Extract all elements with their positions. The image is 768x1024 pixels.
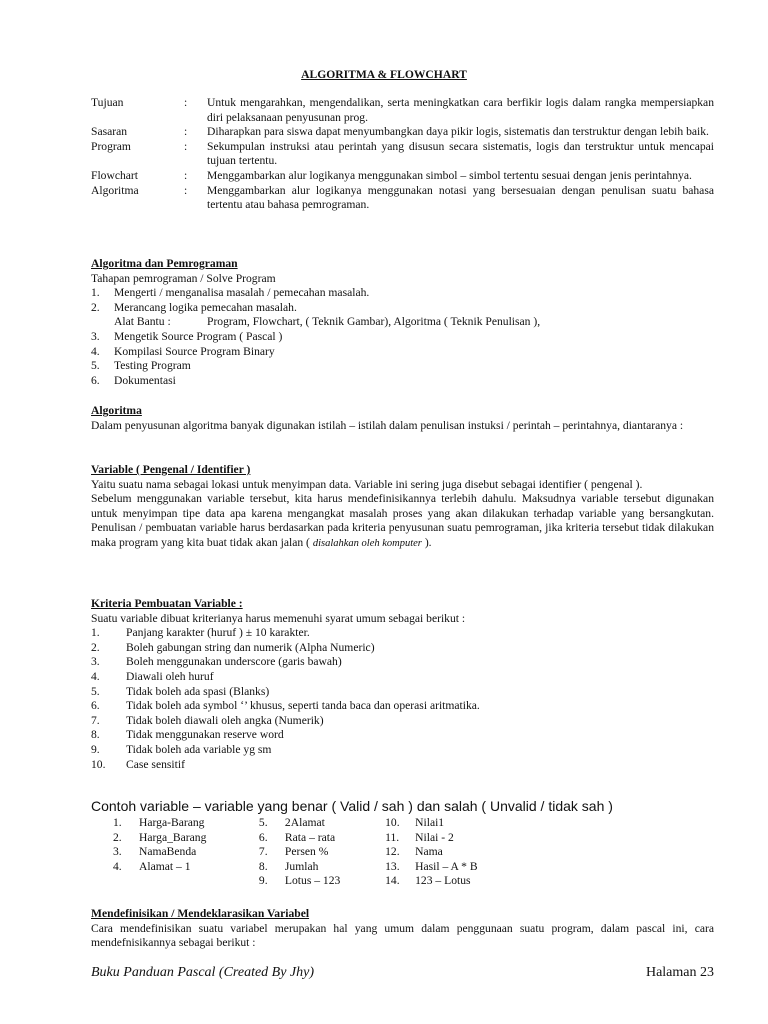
list-number: 3. <box>91 655 100 669</box>
examples-heading: Contoh variable – variable yang benar ( Valid / sah ) dan salah ( Unvalid / tidak sah ) <box>91 798 613 814</box>
list-number: 1. <box>91 286 100 300</box>
section-mendefinisikan <box>91 907 714 951</box>
list-item <box>91 286 714 301</box>
example-text: 2Alamat <box>284 816 325 829</box>
criteria-list <box>91 626 714 772</box>
example-number: 2. <box>113 830 122 844</box>
list-text: Dokumentasi <box>114 373 176 387</box>
definition-term: Tujuan <box>91 96 124 109</box>
list-text: Tidak boleh ada symbol ‘’ khusus, seperti tanda baca dan operasi aritmatika. <box>126 699 480 713</box>
list-text: Tidak boleh diawali oleh angka (Numerik) <box>126 713 324 727</box>
list-number: 6. <box>91 373 100 387</box>
definition-colon: : <box>184 139 188 153</box>
alat-bantu-value: Program, Flowchart, ( Teknik Gambar), Algoritma ( Teknik Penulisan ), <box>207 315 541 329</box>
section-variable <box>91 463 714 552</box>
definition-term: Algoritma <box>91 183 139 197</box>
page-footer <box>91 966 714 981</box>
section-intro: Tahapan pemrograman / Solve Program <box>91 271 276 285</box>
example-item <box>259 816 385 831</box>
examples-column <box>113 816 259 889</box>
example-number: 14. <box>385 874 400 888</box>
alat-bantu-line <box>91 315 714 330</box>
list-item <box>91 655 714 670</box>
section-paragraph: Yaitu suatu nama sebagai lokasi untuk menyimpan data. Variable ini sering juga disebut sebagai identifier ( pengenal ). <box>91 477 643 491</box>
example-item <box>113 860 259 875</box>
definition-desc: Menggambarkan alur logikanya menggunakan notasi yang bersesuaian dengan penulisan suatu bahasa tertentu atau bahasa pemrograman. <box>207 183 714 212</box>
section-algoritma-pemrograman <box>91 257 714 388</box>
list-item <box>91 641 714 656</box>
example-number: 11. <box>385 830 400 844</box>
example-text: Nama <box>415 845 443 859</box>
list-number: 10. <box>91 757 106 771</box>
list-text: Tidak boleh ada variable yg sm <box>126 742 272 756</box>
list-text: Boleh gabungan string dan numerik (Alpha Numeric) <box>126 640 375 654</box>
list-item <box>91 743 714 758</box>
list-item <box>91 714 714 729</box>
list-number: 6. <box>91 699 100 713</box>
list-number: 9. <box>91 742 100 756</box>
section-heading: Kriteria Pembuatan Variable : <box>91 597 243 610</box>
list-number: 3. <box>91 329 100 343</box>
section-heading: Mendefinisikan / Mendeklarasikan Variabel <box>91 907 310 920</box>
list-text: Tidak menggunakan reserve word <box>126 728 284 742</box>
example-item <box>259 874 385 889</box>
section-paragraph <box>91 492 714 551</box>
list-text: Testing Program <box>114 359 191 373</box>
list-item <box>91 301 714 316</box>
list-number: 5. <box>91 684 100 698</box>
example-text: Nilai1 <box>415 816 445 829</box>
example-number: 6. <box>258 830 268 844</box>
list-item <box>91 330 714 345</box>
definition-term: Sasaran <box>91 125 128 139</box>
list-item <box>91 699 714 714</box>
list-number: 7. <box>91 713 100 727</box>
definition-row <box>91 125 714 140</box>
definition-row <box>91 169 714 184</box>
example-number: 5. <box>258 816 268 829</box>
definition-desc: Sekumpulan instruksi atau perintah yang disusun secara sistematis, logis dan terstruktur untuk mencapai tujuan tertentu. <box>207 139 714 168</box>
section-kriteria <box>91 597 714 772</box>
example-number: 12. <box>385 845 400 859</box>
example-text: Lotus – 123 <box>284 874 341 888</box>
list-item <box>91 670 714 685</box>
example-number: 7. <box>258 845 268 859</box>
steps-list <box>91 286 714 315</box>
examples-grid <box>113 816 533 889</box>
example-item <box>385 816 533 831</box>
section-heading: Algoritma <box>91 404 142 417</box>
list-text: Mengetik Source Program ( Pascal ) <box>114 329 283 343</box>
list-text: Panjang karakter (huruf ) ± 10 karakter. <box>126 626 310 640</box>
list-item <box>91 359 714 374</box>
examples-column <box>385 816 533 889</box>
footer-book-title: Buku Panduan Pascal (Created By Jhy) <box>91 965 315 980</box>
section-text: Dalam penyusunan algoritma banyak digunakan istilah – istilah dalam penulisan instuksi / perintah – perintahnya, diantaranya : <box>91 418 684 432</box>
definition-colon: : <box>184 168 188 182</box>
example-item <box>259 831 385 846</box>
list-text: Tidak boleh ada spasi (Blanks) <box>126 684 270 698</box>
example-number: 13. <box>385 859 400 873</box>
definition-row <box>91 140 714 169</box>
definitions-table <box>91 96 714 213</box>
examples-column <box>259 816 385 889</box>
example-item <box>259 860 385 875</box>
page-title: ALGORITMA & FLOWCHART <box>301 68 467 81</box>
list-text: Mengerti / menganalisa masalah / pemecahan masalah. <box>114 286 370 300</box>
paragraph-italic: disalahkan oleh komputer <box>312 537 422 549</box>
steps-list-continued <box>91 330 714 388</box>
example-text: Alamat – 1 <box>139 859 191 873</box>
list-text: Case sensitif <box>126 757 185 771</box>
example-text: Rata – rata <box>284 830 336 844</box>
definition-row <box>91 184 714 213</box>
footer-page-number: Halaman 23 <box>645 965 714 980</box>
definition-colon: : <box>184 96 188 109</box>
definition-desc: Diharapkan para siswa dapat menyumbangkan daya pikir logis, sistematis dan terstruktur dengan lebih baik. <box>207 125 709 139</box>
list-number: 8. <box>91 728 100 742</box>
section-intro: Suatu variable dibuat kriterianya harus memenuhi syarat umum sebagai berikut : <box>91 611 466 625</box>
paragraph-text: Sebelum menggunakan variable tersebut, kita harus mendefinisikannya terlebih dahulu. Maksudnya variable tersebut digunakan untuk menyimpan tipe data apa karena mengangkat masalah proses yang akan dilakukan terhadap variable yang bersangkutan. Penulisan / pembuatan variable harus berdasarkan pada kriteria penyusunan suatu pemrograman, jika kriteria tersebut tidak dilakukan maka program yang kita buat tidak akan jalan ( <box>91 492 714 549</box>
section-heading: Variable ( Pengenal / Identifier ) <box>91 463 251 476</box>
list-number: 1. <box>91 626 100 640</box>
list-item <box>91 626 714 641</box>
list-item <box>91 728 714 743</box>
example-number: 4. <box>113 859 122 873</box>
list-item <box>91 374 714 389</box>
example-item <box>259 845 385 860</box>
definition-desc: Untuk mengarahkan, mengendalikan, serta meningkatkan cara berfikir logis dalam rangka mempersiapkan diri pelaksanaan penyusunan prog. <box>207 96 714 124</box>
example-item <box>385 874 533 889</box>
list-text: Kompilasi Source Program Binary <box>114 344 275 358</box>
definition-colon: : <box>184 125 188 139</box>
example-item <box>385 845 533 860</box>
example-item <box>385 860 533 875</box>
example-text: Persen % <box>284 845 329 859</box>
paragraph-end: ). <box>424 535 432 549</box>
example-text: 123 – Lotus <box>415 874 471 888</box>
example-number: 9. <box>258 874 268 888</box>
definition-term: Flowchart <box>91 168 139 182</box>
example-text: Harga_Barang <box>139 830 207 844</box>
section-heading: Algoritma dan Pemrograman <box>91 257 238 270</box>
list-item <box>91 758 714 773</box>
definition-row <box>91 96 714 125</box>
example-text: Hasil – A * B <box>415 859 478 873</box>
example-item <box>113 831 259 846</box>
list-number: 5. <box>91 359 100 373</box>
list-number: 4. <box>91 344 100 358</box>
example-text: Harga-Barang <box>139 816 205 829</box>
example-item <box>385 831 533 846</box>
list-number: 2. <box>91 640 100 654</box>
example-number: 3. <box>113 845 122 859</box>
list-item <box>91 685 714 700</box>
definition-colon: : <box>184 183 188 197</box>
alat-bantu-label: Alat Bantu : <box>114 315 171 329</box>
example-item <box>113 816 259 831</box>
example-number: 10. <box>385 816 400 829</box>
definition-term: Program <box>91 139 131 153</box>
example-number: 1. <box>113 816 122 829</box>
section-algoritma <box>91 404 714 433</box>
example-item <box>113 845 259 860</box>
list-text: Boleh menggunakan underscore (garis bawah) <box>126 655 342 669</box>
example-text: Nilai - 2 <box>415 830 454 844</box>
list-text: Diawali oleh huruf <box>126 669 214 683</box>
example-number: 8. <box>258 859 268 873</box>
example-text: NamaBenda <box>139 845 197 859</box>
example-text: Jumlah <box>284 859 319 873</box>
list-item <box>91 345 714 360</box>
list-number: 4. <box>91 669 100 683</box>
section-text: Cara mendefinisikan suatu variabel merupakan hal yang umum dalam penggunaan suatu program, dalam pascal ini, cara mendefnisikannya sebagai berikut : <box>91 921 714 950</box>
definition-desc: Menggambarkan alur logikanya menggunakan simbol – simbol tertentu sesuai dengan jenis perintahnya. <box>207 168 692 182</box>
list-number: 2. <box>91 300 100 314</box>
list-text: Merancang logika pemecahan masalah. <box>114 300 297 314</box>
